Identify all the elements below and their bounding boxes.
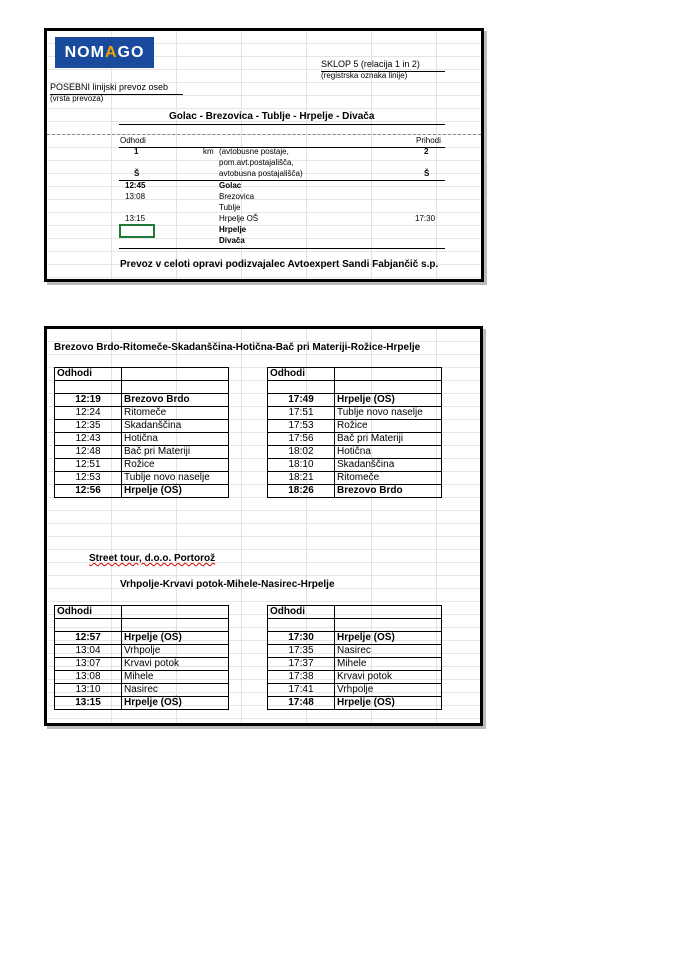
departure-number: 1 <box>134 147 139 156</box>
departure-school-mark: Š <box>134 169 140 178</box>
table-row <box>268 697 442 710</box>
footer-note: Prevoz v celoti opravi podizvajalec Avtoexpert Sandi Fabjančič s.p. <box>120 259 439 270</box>
table-row <box>55 671 229 684</box>
route2-title: Vrhpolje-Krvavi potok-Mihele-Nasirec-Hrpelje <box>120 579 335 590</box>
route1-return-table <box>267 367 442 498</box>
table-row <box>55 420 229 433</box>
arrival-school-mark: Š <box>424 169 430 178</box>
stop-cell: Nasirec <box>335 645 442 658</box>
time-cell: 13:08 <box>55 671 122 684</box>
table-row <box>55 658 229 671</box>
table-row <box>55 485 229 498</box>
time-cell: 12:35 <box>55 420 122 433</box>
table-row <box>268 420 442 433</box>
stop-cell: Rožice <box>335 420 442 433</box>
time-cell: 17:48 <box>268 697 335 710</box>
legend-line-2: pom.avt.postajališča, <box>219 158 294 167</box>
stop-cell: Hrpelje (OŠ) <box>122 632 229 645</box>
row-stop: Golac <box>219 181 242 190</box>
time-cell: 17:38 <box>268 671 335 684</box>
time-cell: 17:41 <box>268 684 335 697</box>
time-cell: 13:10 <box>55 684 122 697</box>
stop-cell: Vrhpolje <box>122 645 229 658</box>
km-label: km <box>203 147 214 156</box>
table-row <box>55 472 229 485</box>
table-row <box>55 684 229 697</box>
lot-subtitle: (registrska oznaka linije) <box>321 71 408 80</box>
legend-line-3: avtobusna postajališča) <box>219 169 303 178</box>
row-stop: Brezovica <box>219 192 255 201</box>
stop-cell: Ritomeče <box>335 472 442 485</box>
route1-outbound-table <box>54 367 229 498</box>
row-dep-time: 13:08 <box>125 192 146 201</box>
stop-cell: Vrhpolje <box>335 684 442 697</box>
time-cell: 18:02 <box>268 446 335 459</box>
stop-cell: Skadanščina <box>335 459 442 472</box>
timetable-golac-divaca <box>44 28 484 282</box>
stop-cell: Krvavi potok <box>122 658 229 671</box>
stop-cell: Hrpelje (OŠ) <box>122 485 229 498</box>
time-cell: 17:56 <box>268 433 335 446</box>
table-row <box>268 645 442 658</box>
table-row <box>55 394 229 407</box>
stop-cell: Mihele <box>335 658 442 671</box>
operator-name: Street tour, d.o.o. Portorož <box>89 553 216 564</box>
time-cell: 17:51 <box>268 407 335 420</box>
time-cell: 18:21 <box>268 472 335 485</box>
stop-cell: Krvavi potok <box>335 671 442 684</box>
stop-cell: Bač pri Materiji <box>335 433 442 446</box>
time-cell: 18:10 <box>268 459 335 472</box>
time-cell: 12:53 <box>55 472 122 485</box>
table-row <box>268 684 442 697</box>
row-dep-time: 13:15 <box>125 214 146 223</box>
service-type: POSEBNI linijski prevoz oseb <box>50 82 169 92</box>
time-cell: 12:51 <box>55 459 122 472</box>
table-row <box>55 645 229 658</box>
stop-cell: Hotična <box>122 433 229 446</box>
table-header: Odhodi <box>268 606 335 619</box>
time-cell: 13:07 <box>55 658 122 671</box>
service-subtitle: (vrsta prevoza) <box>50 94 104 103</box>
time-cell: 12:24 <box>55 407 122 420</box>
time-cell: 13:04 <box>55 645 122 658</box>
dashed-divider <box>47 134 481 135</box>
table-row <box>55 632 229 645</box>
table-row <box>268 485 442 498</box>
route-title: Golac - Brezovica - Tublje - Hrpelje - Divača <box>169 111 375 122</box>
stop-cell: Mihele <box>122 671 229 684</box>
time-cell: 13:15 <box>55 697 122 710</box>
table-row <box>268 407 442 420</box>
stop-cell: Brezovo Brdo <box>335 485 442 498</box>
table-row <box>268 632 442 645</box>
route1-title: Brezovo Brdo-Ritomeče-Skadanščina-Hotična-Bač pri Materiji-Rožice-Hrpelje <box>54 342 421 353</box>
table-row <box>268 459 442 472</box>
row-arr-time: 17:30 <box>415 214 436 223</box>
row-stop: Hrpelje <box>219 225 247 234</box>
route2-outbound-table <box>54 605 229 710</box>
time-cell: 12:43 <box>55 433 122 446</box>
table-row <box>55 446 229 459</box>
time-cell: 12:56 <box>55 485 122 498</box>
time-cell: 17:35 <box>268 645 335 658</box>
stop-cell: Hrpelje (OŠ) <box>122 697 229 710</box>
stop-cell: Hrpelje (OŠ) <box>335 697 442 710</box>
stop-cell: Rožice <box>122 459 229 472</box>
row-stop: Hrpelje OŠ <box>219 214 259 223</box>
lot-title: SKLOP 5 (relacija 1 in 2) <box>321 59 420 69</box>
time-cell: 17:30 <box>268 632 335 645</box>
table-row <box>268 433 442 446</box>
time-cell: 12:19 <box>55 394 122 407</box>
time-cell: 17:37 <box>268 658 335 671</box>
time-cell: 18:26 <box>268 485 335 498</box>
stop-cell: Nasirec <box>122 684 229 697</box>
stop-cell: Tublje novo naselje <box>122 472 229 485</box>
table-row <box>268 394 442 407</box>
selected-cell[interactable] <box>119 224 155 238</box>
table-row <box>55 407 229 420</box>
departures-header: Odhodi <box>120 136 146 145</box>
table-row <box>55 697 229 710</box>
time-cell: 17:49 <box>268 394 335 407</box>
table-row <box>55 433 229 446</box>
stop-cell: Ritomeče <box>122 407 229 420</box>
row-stop: Divača <box>219 236 245 245</box>
time-cell: 12:57 <box>55 632 122 645</box>
time-cell: 12:48 <box>55 446 122 459</box>
stop-cell: Hrpelje (OŠ) <box>335 632 442 645</box>
table-row <box>268 671 442 684</box>
row-stop: Tublje <box>219 203 241 212</box>
stop-cell: Hrpelje (OŠ) <box>335 394 442 407</box>
arrival-number: 2 <box>424 147 429 156</box>
row-dep-time: 12:45 <box>125 181 146 190</box>
legend-line-1: (avtobusne postaje, <box>219 147 289 156</box>
timetable-brezovo-brdo <box>44 326 483 726</box>
time-cell: 17:53 <box>268 420 335 433</box>
table-header: Odhodi <box>55 368 122 381</box>
table-row <box>268 472 442 485</box>
stop-cell: Tublje novo naselje <box>335 407 442 420</box>
stop-cell: Brezovo Brdo <box>122 394 229 407</box>
nomago-logo: NOMAGO <box>55 37 154 68</box>
arrivals-header: Prihodi <box>416 136 441 145</box>
stop-cell: Bač pri Materiji <box>122 446 229 459</box>
table-header: Odhodi <box>268 368 335 381</box>
stop-cell: Skadanščina <box>122 420 229 433</box>
table-row <box>268 658 442 671</box>
table-header: Odhodi <box>55 606 122 619</box>
table-row <box>268 446 442 459</box>
stop-cell: Hotična <box>335 446 442 459</box>
table-row <box>55 459 229 472</box>
route2-return-table <box>267 605 442 710</box>
